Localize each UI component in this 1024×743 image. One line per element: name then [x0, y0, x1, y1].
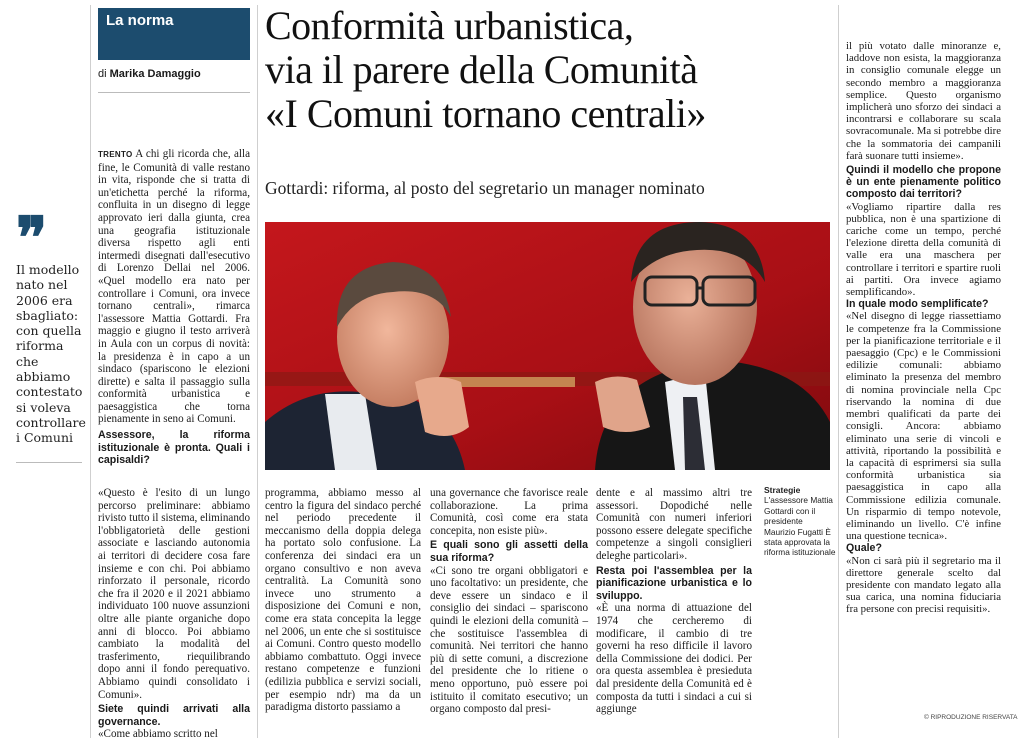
question: Resta poi l'assemblea per la pianificazione urbanistica e lo sviluppo.	[596, 564, 752, 602]
answer-paragraph: il più votato dalle minoranze e, laddove non esista, la maggioranza in consiglio comunale elegge un secondo membro a maggioranza semplice. Questo organismo implicherà uno sforzo dei sindaci a incontrarsi e collaborare su scala sovracomunale. Ma si potrebbe dire che la sommatoria dei campanili farà suonare tutti insieme».	[846, 40, 1002, 162]
subheadline: Gottardi: riforma, al posto del segretario un manager nominato	[265, 178, 705, 198]
headline-line: Conformità urbanistica,	[265, 3, 634, 48]
article-column-6	[846, 40, 1001, 616]
question: E quali sono gli assetti della sua riforma?	[430, 539, 588, 564]
article-photo	[265, 222, 830, 470]
article-column-4	[430, 487, 588, 716]
article-column-2	[98, 487, 250, 741]
caption-title: Strategie	[764, 485, 801, 495]
section-tag-label: La norma	[106, 12, 174, 29]
article-column-1	[98, 148, 250, 467]
article-column-3	[265, 487, 421, 714]
answer-paragraph: «Non ci sarà più il segretario ma il direttore generale scelto dal presidente con mandato legato alla sua carica, una nomina fiduciaria fra persone con precisi requisiti».	[846, 554, 1001, 616]
pull-quote: Il modello nato nel 2006 era sbagliato: con quella riforma che abbiamo contestato si voleva controllare i Comuni	[16, 262, 86, 446]
question: Assessore, la riforma istituzionale è pronta. Quali i capisaldi?	[98, 429, 250, 467]
answer-paragraph: «Vogliamo ripartire dalla res pubblica, non è una spartizione di cariche come un tempo, perché l'elezione diretta della comunità di valle era una maschera per controllare i territori e spartire ruoli ai partiti. Ora invece agiamo semplificando».	[846, 200, 1001, 299]
question: Quale?	[846, 542, 882, 555]
question: Quindi il modello che propone è un ente pienamente politico composto dai territori?	[846, 164, 1001, 201]
quote-icon: ❞	[16, 206, 48, 271]
headline	[265, 4, 835, 136]
answer-paragraph: «Come abbiamo scritto nel	[98, 728, 218, 741]
answer-paragraph: «Ci sono tre organi obbligatori e uno facoltativo: un presidente, che deve essere un sindaco e il consiglio dei sindaci – spariscono quindi le elezioni della comunità – che sostituisce l'assemblea di comunità. Nei territori che hanno più di sette comuni, a discrezione del presidente che lo ritiene o meno opportuno, può essere poi istituito il comitato esecutivo; un organo composto dal presi-	[430, 564, 588, 716]
dateline: TRENTO	[98, 150, 133, 159]
byline: di Marika Damaggio	[98, 68, 201, 80]
question: In quale modo semplificate?	[846, 298, 989, 311]
caption-text: L'assessore Mattia Gottardi con il presidente Maurizio Fugatti È stata approvata la riforma istituzionale	[764, 495, 836, 558]
article-column-5	[596, 487, 752, 716]
answer-paragraph: «Questo è l'esito di un lungo percorso preliminare: abbiamo rivisto tutto il sistema, eliminando l'obbligatorietà delle gestioni associate e lasciando autonomia ai territori di decidere cosa fare insieme e con chi. Poi abbiamo rinforzato il personale, ricordo che fra il 2020 e il 2021 abbiamo individuato 100 nuove assunzioni oltre alle piante organiche dopo anni di blocco. Poi abbiamo cambiato la modalità del trasferimento, riequilibrando dopo anni il fondo perequativo. Abbiamo quindi consolidato i Comuni».	[98, 487, 250, 701]
answer-paragraph: «Nel disegno di legge riassettiamo le competenze fra la Commissione per la pianificazione territoriale e il paesaggio (Cpc) e le Commissioni edilizie comunali: abbiamo eliminato la presenza del membro di nomina provinciale nella Cpc riservando la nomina di due membri qualificati da parte dei consigli. Ancora: abbiamo eliminato una serie di vincoli e attività, riportando la possibilità e la capacità di esprimersi sia sulla conformità urbanistica sia paesaggistica in capo alla Commissione edilizia comunale. Un risparmio di tempo notevole, eliminando un livello. C'è infine una questione tecnica».	[846, 310, 1001, 543]
answer-paragraph: «È una norma di attuazione del 1974 che cercheremo di modificare, il cambio di tre governi ha reso difficile il lavoro della Commissione dei dodici. Per ora questa assemblea è presieduta dal presidente della Comunità ed è composta da tutti i sindaci a cui si aggiunge	[596, 602, 752, 716]
answer-paragraph: dente e al massimo altri tre assessori. Dopodiché nelle Comunità con numeri inferiori possono essere delegate specifiche competenze a singoli consiglieri deleghe particolari».	[596, 487, 752, 562]
answer-paragraph: una governance che favorisce reale collaborazione. La prima Comunità, così come era stata concepita, non esiste più».	[430, 487, 588, 537]
copyright-notice: © RIPRODUZIONE RISERVATA	[924, 714, 1018, 721]
photo-caption	[764, 485, 836, 558]
section-tag	[98, 8, 250, 60]
headline-line: via il parere della Comunità	[265, 47, 698, 92]
author-name: Marika Damaggio	[109, 68, 201, 80]
lead-paragraph: A chi gli ricorda che, alla fine, le Comunità di valle restano in vita, risponde che si tratta di un'etichetta perché la riforma, confluita in un disegno di legge approvato ieri dalla giunta, crea una geografia istituzionale diversa rispetto agli enti intermedi disegnati dall'esecutivo di Lorenzo Dellai nel 2006. «Quel modello era nato per controllare i Comuni, ora invece tornano centrali», rimarca l'assessore Mattia Gottardi. Fra maggio e giugno il testo arriverà in Aula con un corpus di novità: la presidenza è in capo a un sindaco (spariscono le elezioni dirette) e salta il passaggio sulla conformità urbanistica e paesaggistica che torna pienamente in seno ai Comuni.	[98, 148, 250, 426]
headline-line: «I Comuni tornano centrali»	[265, 91, 706, 136]
question: Siete quindi arrivati alla governance.	[98, 703, 250, 728]
answer-paragraph: programma, abbiamo messo al centro la figura del sindaco perché nel periodo precedente il meccanismo della doppia delega ha portato solo confusione. La conferenza dei sindaci era un organo consultivo e non aveva centralità. La Comunità sono invece uno strumento a disposizione dei Comuni e non, come era stata concepita la legge nel 2006, un ente che si sostituisce ai Comuni. Contro questo modello abbiamo combattuto. Oggi invece restano competenze e funzioni (edilizia pubblica e servizi sociali, per esempio ndr) ma da un paradigma distorto passiamo a	[265, 487, 421, 714]
